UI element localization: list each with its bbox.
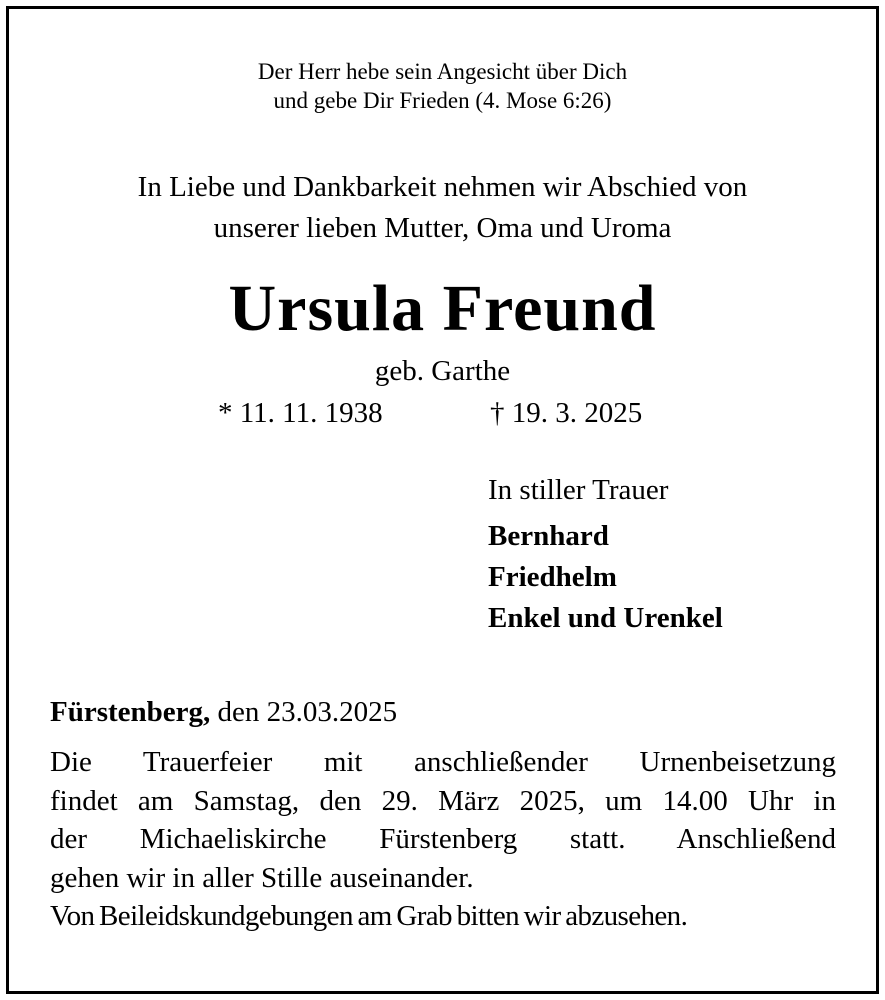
mourner-name: Enkel und Urenkel (488, 602, 723, 634)
mourner-name: Friedhelm (488, 561, 617, 593)
ceremony-line: der Michaeliskirche Fürstenberg statt. Anschließend (50, 823, 836, 855)
ceremony-line: gehen wir in aller Stille auseinander. (50, 861, 474, 894)
birth-date: * 11. 11. 1938 (218, 397, 383, 429)
place-date-line (50, 693, 397, 731)
bible-verse-line-1: Der Herr hebe sein Angesicht über Dich (257, 59, 628, 84)
maiden-name: geb. Garthe (374, 355, 511, 387)
mourners-intro: In stiller Trauer (488, 474, 669, 506)
death-date: † 19. 3. 2025 (490, 397, 643, 429)
place-name: Fürstenberg, (50, 696, 211, 728)
ceremony-line: Die Trauerfeier mit anschließender Urnenbeisetzung (50, 746, 836, 778)
ceremony-line: Von Beileidskundgebungen am Grab bitten wir abzusehen. (50, 900, 688, 932)
notice-date: den 23.03.2025 (210, 696, 398, 728)
farewell-intro-line-2: unserer lieben Mutter, Oma und Uroma (213, 212, 672, 244)
ceremony-details (50, 743, 836, 936)
mourner-name: Bernhard (488, 520, 609, 552)
bible-verse-line-2: und gebe Dir Frieden (4. Mose 6:26) (273, 88, 612, 113)
ceremony-line: findet am Samstag, den 29. März 2025, um 14.00 Uhr in (50, 784, 836, 817)
farewell-intro-line-1: In Liebe und Dankbarkeit nehmen wir Abschied von (137, 171, 748, 203)
deceased-name: Ursula Freund (228, 272, 657, 345)
